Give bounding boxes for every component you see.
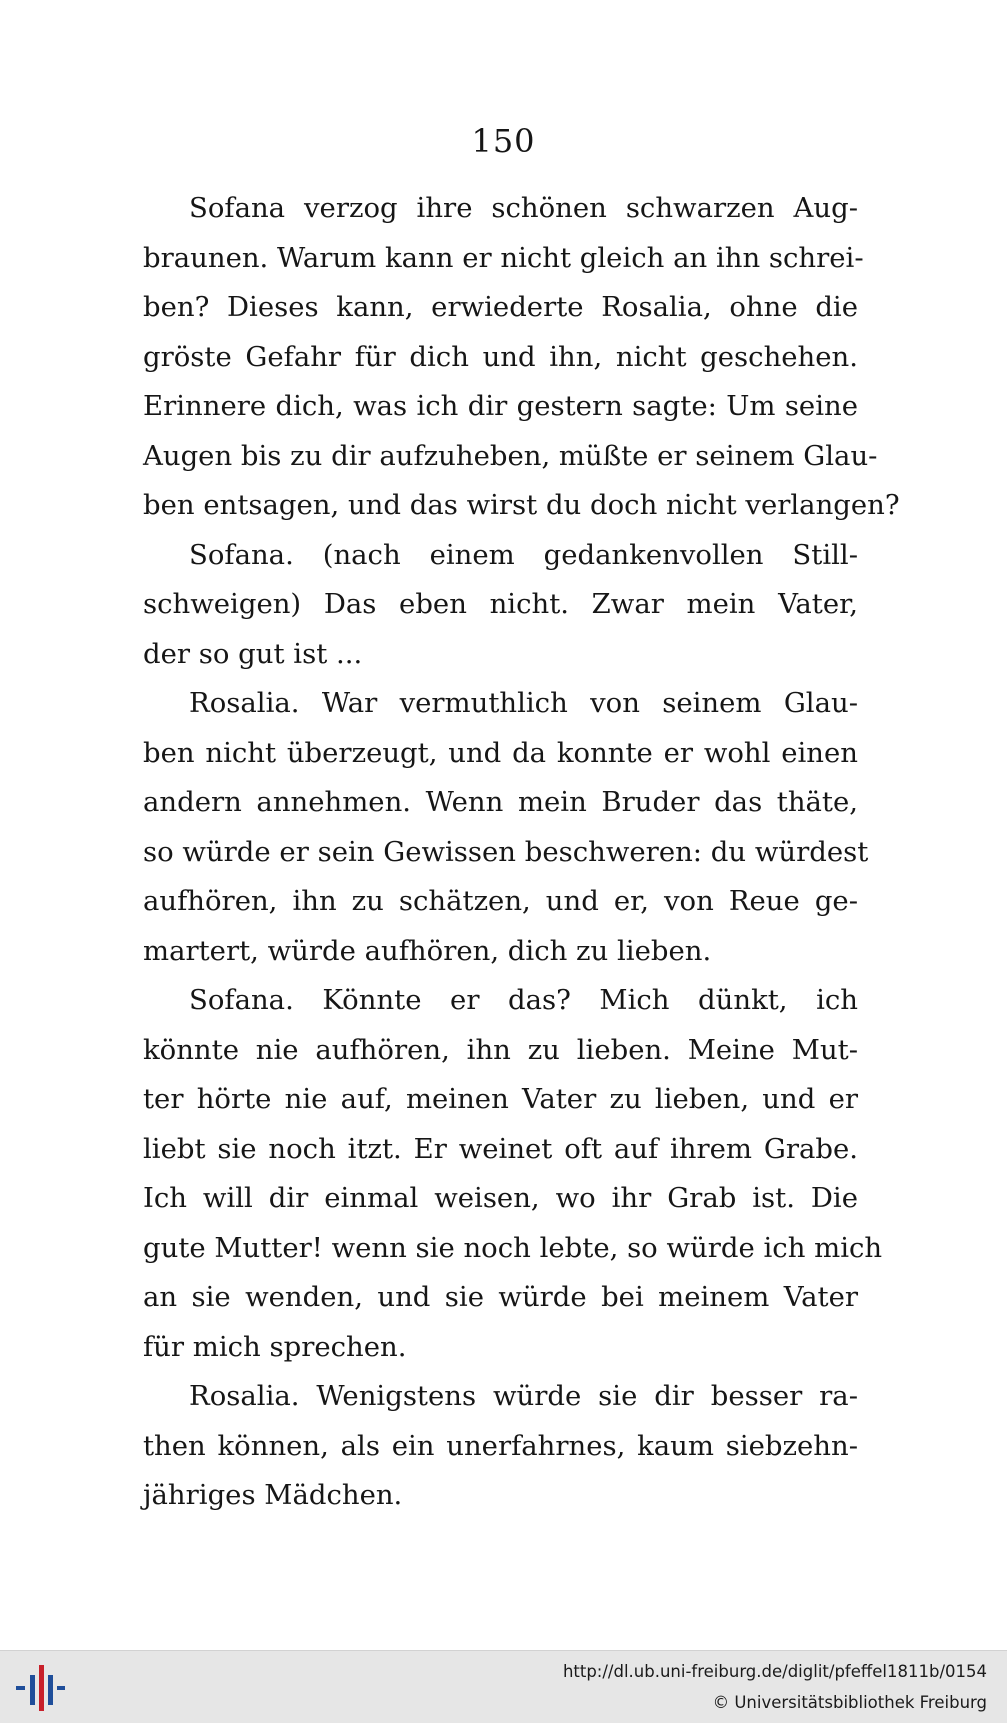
text-line: für mich sprechen. [143, 1330, 407, 1363]
text-line: Rosalia. War vermuthlich von seinem Glau- [189, 687, 858, 719]
text-line: liebt sie noch itzt. Er weinet oft auf ihrem Grabe. [143, 1132, 858, 1165]
text-line: martert, würde aufhören, dich zu lieben. [143, 934, 712, 967]
text-line: Erinnere dich, was ich dir gestern sagte: Um seine [143, 390, 858, 422]
copyright-notice: © Universitätsbibliothek Freiburg [712, 1693, 987, 1712]
permalink-url[interactable]: http://dl.ub.uni-freiburg.de/diglit/pfeffel1811b/0154 [562, 1662, 987, 1681]
footer-bar [0, 1650, 1007, 1723]
text-line: Augen bis zu dir aufzuheben, müßte er seinem Glau- [143, 439, 878, 472]
text-line: der so gut ist ... [143, 637, 363, 670]
text-line: ter hörte nie auf, meinen Vater zu lieben, und er [143, 1083, 858, 1115]
text-line: ben entsagen, und das wirst du doch nicht verlangen? [143, 489, 900, 521]
text-line: an sie wenden, und sie würde bei meinem Vater [143, 1281, 858, 1313]
text-line: Ich will dir einmal weisen, wo ihr Grab ist. Die [143, 1182, 858, 1214]
text-line: Sofana verzog ihre schönen schwarzen Aug- [189, 192, 858, 224]
text-line: gröste Gefahr für dich und ihn, nicht geschehen. [143, 340, 858, 373]
text-line: Sofana. Könnte er das? Mich dünkt, ich [189, 984, 858, 1016]
text-line: ben? Dieses kann, erwiederte Rosalia, ohne die [143, 291, 858, 323]
text-line: then können, als ein unerfahrnes, kaum siebzehn- [143, 1429, 858, 1462]
page-text [143, 184, 900, 1521]
text-line: könnte nie aufhören, ihn zu lieben. Meine Mut- [143, 1033, 858, 1066]
text-line: gute Mutter! wenn sie noch lebte, so würde ich mich [143, 1231, 883, 1264]
text-line: andern annehmen. Wenn mein Bruder das thäte, [143, 786, 858, 818]
page-number: 150 [471, 122, 536, 160]
text-line: ben nicht überzeugt, und da konnte er wohl einen [143, 736, 858, 769]
text-line: aufhören, ihn zu schätzen, und er, von Reue ge- [143, 885, 858, 917]
text-line: Sofana. (nach einem gedankenvollen Still- [189, 538, 858, 571]
library-logo-icon[interactable] [14, 1661, 66, 1715]
text-line: so würde er sein Gewissen beschweren: du würdest [143, 835, 869, 868]
text-line: schweigen) Das eben nicht. Zwar mein Vater, [143, 588, 858, 620]
text-line: braunen. Warum kann er nicht gleich an ihn schrei- [143, 241, 864, 274]
text-line: jähriges Mädchen. [143, 1479, 403, 1511]
text-line: Rosalia. Wenigstens würde sie dir besser ra- [189, 1380, 858, 1412]
